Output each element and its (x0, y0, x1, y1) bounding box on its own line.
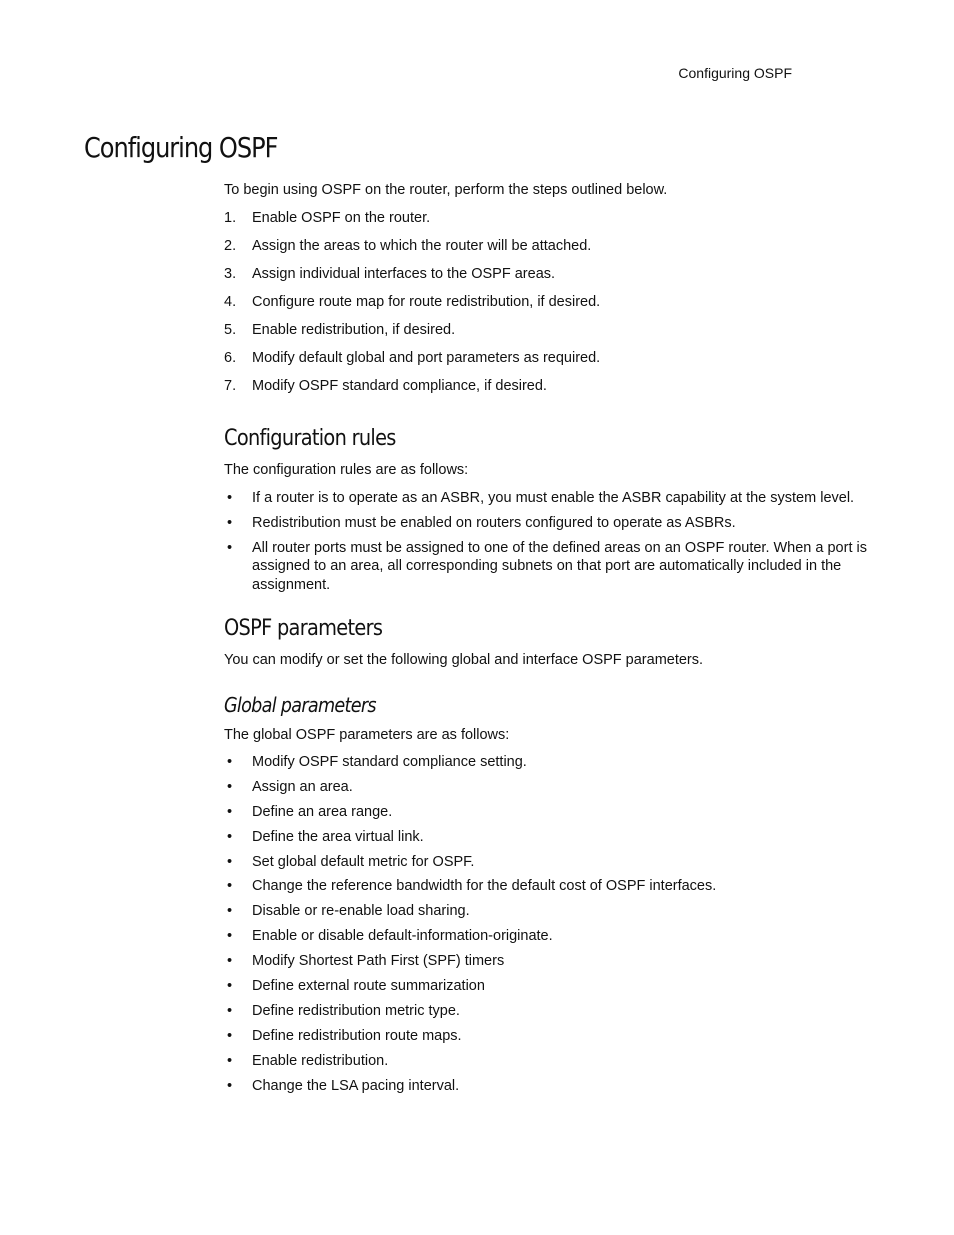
running-header: Configuring OSPF (678, 65, 792, 81)
parameter-text: Define an area range. (252, 803, 393, 820)
bullet-icon: • (227, 978, 233, 995)
bullet-icon: • (227, 778, 233, 795)
step-number: 2. (224, 237, 237, 254)
rule-text: If a router is to operate as an ASBR, you must enable the ASBR capability at the system level. (252, 489, 855, 506)
parameter-text: Modify Shortest Path First (SPF) timers (252, 953, 505, 970)
bullet-icon: • (227, 828, 233, 845)
rule-text: All router ports must be assigned to one of the defined areas on an OSPF router. When a port is assigned to an area, all corresponding subnets on that port are automatically included in the assignment. (252, 539, 867, 593)
parameter-text: Define external route summarization (252, 978, 485, 995)
bullet-icon: • (227, 514, 233, 531)
list-item (224, 1027, 874, 1046)
parameter-text: Change the reference bandwidth for the default cost of OSPF interfaces. (252, 878, 717, 895)
bullet-icon: • (227, 1027, 233, 1044)
list-item (224, 237, 874, 256)
bullet-icon: • (227, 754, 233, 770)
step-text: Enable OSPF on the router. (252, 209, 431, 226)
step-number: 3. (224, 265, 237, 282)
list-item (224, 349, 874, 368)
list-item (224, 514, 874, 533)
list-item (224, 377, 874, 396)
list-item (224, 803, 874, 822)
list-item (224, 265, 874, 284)
parameter-text: Modify OSPF standard compliance setting. (252, 754, 527, 770)
parameter-text: Define redistribution route maps. (252, 1027, 462, 1044)
list-item (224, 293, 874, 312)
bullet-icon: • (227, 803, 233, 820)
bullet-icon: • (227, 489, 233, 506)
bullet-icon: • (227, 953, 233, 970)
global-parameters-list (224, 753, 874, 1095)
step-number: 5. (224, 321, 237, 338)
list-item (224, 1077, 874, 1096)
list-item (224, 902, 874, 921)
global-parameters-intro: The global OSPF parameters are as follows: (224, 726, 510, 743)
bullet-icon: • (227, 1002, 233, 1019)
bullet-icon: • (227, 928, 233, 945)
step-text: Modify default global and port parameters as required. (252, 349, 601, 366)
bullet-icon: • (227, 539, 233, 556)
list-item (224, 209, 874, 228)
global-parameters-heading: Global parameters (224, 692, 376, 717)
list-item (224, 927, 874, 946)
configuration-rules-heading: Configuration rules (224, 426, 396, 451)
bullet-icon: • (227, 878, 233, 895)
list-item (224, 877, 874, 896)
list-item (224, 853, 874, 872)
parameter-text: Disable or re-enable load sharing. (252, 903, 470, 920)
step-number: 1. (224, 209, 237, 226)
list-item (224, 1002, 874, 1021)
parameter-text: Change the LSA pacing interval. (252, 1077, 460, 1094)
list-item (224, 828, 874, 847)
configuration-rules-list (224, 489, 874, 595)
intro-paragraph: To begin using OSPF on the router, perform the steps outlined below. (224, 182, 668, 198)
steps-list (224, 209, 874, 396)
bullet-icon: • (227, 903, 233, 920)
step-number: 4. (224, 293, 237, 310)
step-text: Configure route map for route redistribution, if desired. (252, 293, 601, 310)
parameter-text: Set global default metric for OSPF. (252, 853, 475, 870)
bullet-icon: • (227, 1077, 233, 1094)
step-text: Modify OSPF standard compliance, if desired. (252, 377, 547, 394)
parameter-text: Assign an area. (252, 778, 353, 795)
list-item (224, 778, 874, 797)
step-text: Enable redistribution, if desired. (252, 321, 456, 338)
configuration-rules-intro: The configuration rules are as follows: (224, 462, 469, 478)
parameter-text: Define redistribution metric type. (252, 1002, 460, 1019)
step-number: 6. (224, 349, 237, 366)
ospf-parameters-intro: You can modify or set the following global and interface OSPF parameters. (224, 652, 704, 668)
list-item (224, 1052, 874, 1071)
page-title: Configuring OSPF (84, 131, 278, 164)
list-item (224, 753, 874, 772)
bullet-icon: • (227, 1052, 233, 1069)
bullet-icon: • (227, 853, 233, 870)
list-item (224, 489, 874, 508)
ospf-parameters-heading: OSPF parameters (224, 616, 383, 641)
step-number: 7. (224, 377, 237, 394)
parameter-text: Enable or disable default-information-originate. (252, 928, 553, 945)
list-item (224, 952, 874, 971)
parameter-text: Enable redistribution. (252, 1052, 389, 1069)
parameter-text: Define the area virtual link. (252, 828, 424, 845)
rule-text: Redistribution must be enabled on routers configured to operate as ASBRs. (252, 514, 736, 531)
list-item (224, 539, 874, 595)
list-item (224, 321, 874, 340)
page-content (224, 181, 874, 1101)
list-item (224, 977, 874, 996)
step-text: Assign the areas to which the router will be attached. (252, 237, 592, 254)
step-text: Assign individual interfaces to the OSPF areas. (252, 265, 556, 282)
